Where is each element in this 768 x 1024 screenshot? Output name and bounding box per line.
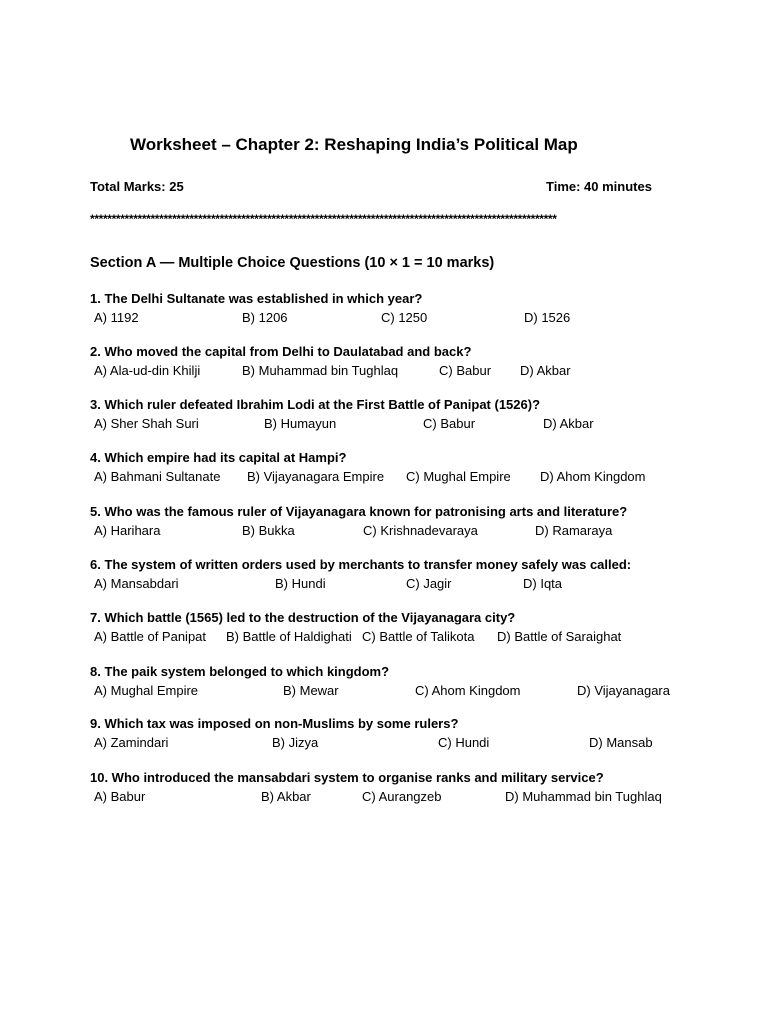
option-b: B) Vijayanagara Empire: [247, 469, 385, 484]
question-4: [90, 450, 730, 487]
options-row: [90, 469, 730, 487]
options-row: [90, 789, 730, 807]
options-row: [90, 310, 730, 328]
option-a: A) Bahmani Sultanate: [94, 469, 221, 484]
question-1: [90, 291, 730, 328]
option-b: B) Humayun: [264, 416, 337, 431]
question-text: 5. Who was the famous ruler of Vijayanagara known for patronising arts and literature?: [90, 504, 628, 519]
option-c: C) Mughal Empire: [406, 469, 511, 484]
option-c: C) Jagir: [406, 576, 452, 591]
worksheet-title: Worksheet – Chapter 2: Reshaping India’s Political Map: [130, 135, 578, 154]
option-a: A) Babur: [94, 789, 146, 804]
option-a: A) Mughal Empire: [94, 683, 199, 698]
option-c: C) Babur: [439, 363, 492, 378]
question-3: [90, 397, 730, 434]
option-c: C) Babur: [423, 416, 476, 431]
question-10: [90, 770, 730, 807]
section-a-title: Section A — Multiple Choice Questions (10 × 1 = 10 marks): [90, 255, 495, 271]
question-text: 3. Which ruler defeated Ibrahim Lodi at the First Battle of Panipat (1526)?: [90, 397, 541, 412]
option-d: D) Akbar: [543, 416, 594, 431]
question-6: [90, 557, 730, 594]
question-7: [90, 610, 730, 647]
option-d: D) Ahom Kingdom: [540, 469, 646, 484]
option-c: C) 1250: [381, 310, 428, 325]
time-limit: Time: 40 minutes: [546, 179, 652, 194]
option-c: C) Hundi: [438, 735, 490, 750]
option-c: C) Aurangzeb: [362, 789, 442, 804]
question-text: 7. Which battle (1565) led to the destruction of the Vijayanagara city?: [90, 610, 516, 625]
question-9: [90, 716, 730, 753]
option-a: A) Ala-ud-din Khilji: [94, 363, 201, 378]
question-8: [90, 664, 730, 701]
total-marks: Total Marks: 25: [90, 179, 184, 194]
options-row: [90, 683, 730, 701]
option-b: B) Jizya: [272, 735, 319, 750]
option-a: A) 1192: [94, 310, 139, 325]
option-b: B) Hundi: [275, 576, 326, 591]
option-d: D) Battle of Saraighat: [497, 629, 622, 644]
question-text: 10. Who introduced the mansabdari system to organise ranks and military service?: [90, 770, 604, 785]
option-b: B) Mewar: [283, 683, 339, 698]
option-c: C) Battle of Talikota: [362, 629, 475, 644]
option-d: D) 1526: [524, 310, 571, 325]
question-text: 9. Which tax was imposed on non-Muslims by some rulers?: [90, 716, 459, 731]
option-d: D) Muhammad bin Tughlaq: [505, 789, 662, 804]
option-b: B) Battle of Haldighati: [226, 629, 352, 644]
option-d: D) Akbar: [520, 363, 571, 378]
option-a: A) Mansabdari: [94, 576, 179, 591]
option-a: A) Sher Shah Suri: [94, 416, 199, 431]
option-d: D) Mansab: [589, 735, 653, 750]
question-5: [90, 504, 730, 541]
question-text: 8. The paik system belonged to which kingdom?: [90, 664, 390, 679]
option-a: A) Battle of Panipat: [94, 629, 207, 644]
option-d: D) Vijayanagara: [577, 683, 670, 698]
option-b: B) 1206: [242, 310, 288, 325]
options-row: [90, 629, 730, 647]
option-a: A) Zamindari: [94, 735, 169, 750]
question-text: 6. The system of written orders used by merchants to transfer money safely was called:: [90, 557, 632, 572]
option-d: D) Iqta: [523, 576, 563, 591]
option-d: D) Ramaraya: [535, 523, 613, 538]
options-row: [90, 735, 730, 753]
question-text: 2. Who moved the capital from Delhi to Daulatabad and back?: [90, 344, 472, 359]
options-row: [90, 363, 730, 381]
option-c: C) Ahom Kingdom: [415, 683, 521, 698]
option-c: C) Krishnadevaraya: [363, 523, 478, 538]
option-a: A) Harihara: [94, 523, 161, 538]
options-row: [90, 523, 730, 541]
question-text: 1. The Delhi Sultanate was established in which year?: [90, 291, 423, 306]
asterisk-separator: ************************************************************************************************************: [90, 212, 557, 226]
question-2: [90, 344, 730, 381]
question-text: 4. Which empire had its capital at Hampi?: [90, 450, 347, 465]
options-row: [90, 576, 730, 594]
option-b: B) Muhammad bin Tughlaq: [242, 363, 399, 378]
option-b: B) Bukka: [242, 523, 295, 538]
option-b: B) Akbar: [261, 789, 311, 804]
options-row: [90, 416, 730, 434]
